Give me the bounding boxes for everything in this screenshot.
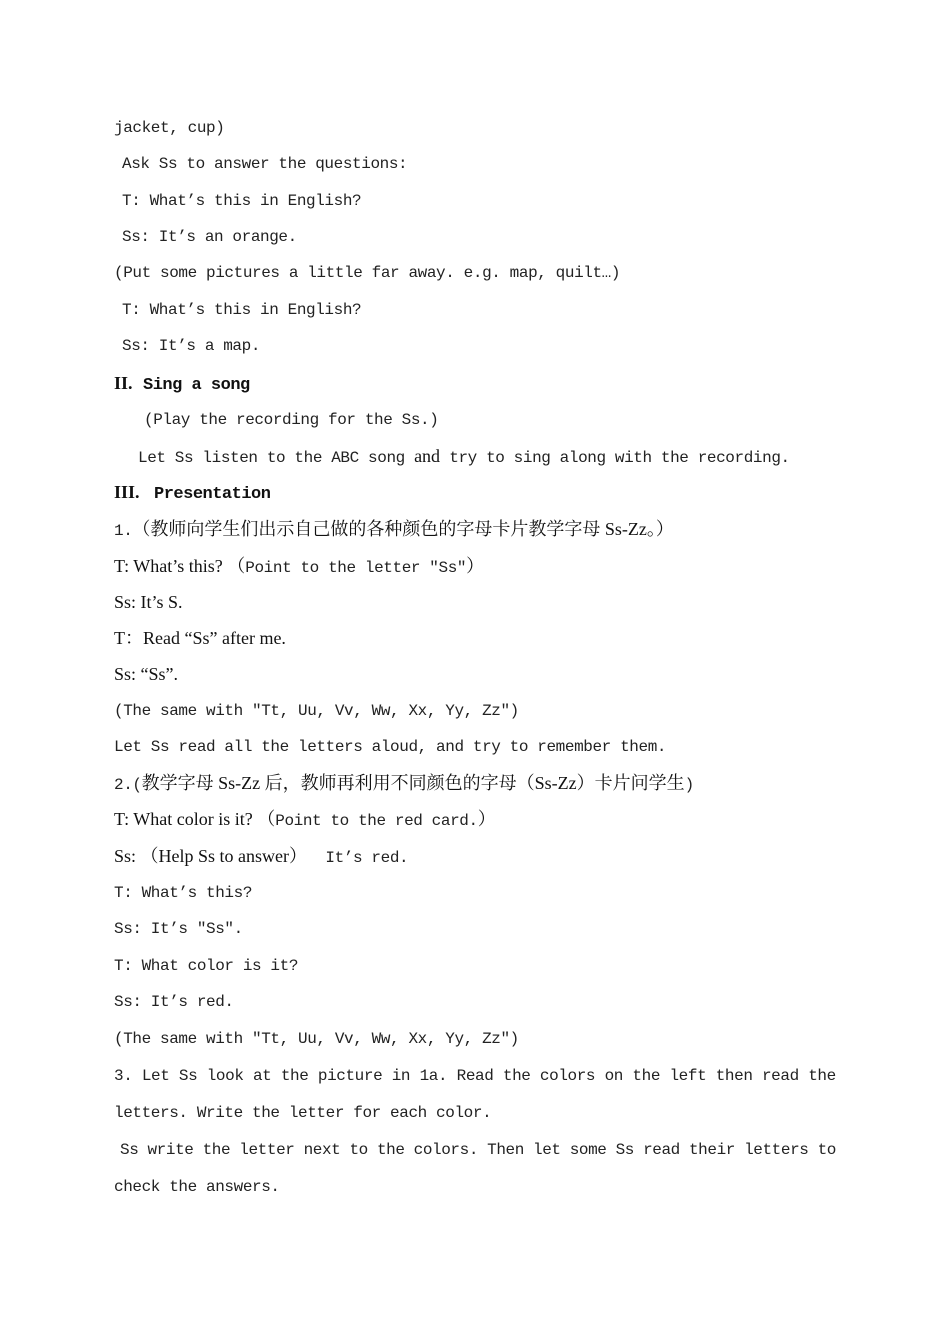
word: next [303, 1141, 341, 1159]
word: the [502, 1067, 531, 1085]
text-line [114, 845, 408, 869]
text-span: T: What color is it? （ [114, 809, 276, 829]
word: to [349, 1141, 368, 1159]
text-line: T：Read “Ss” after me. [114, 628, 286, 648]
word: 1a. [419, 1067, 448, 1085]
text-line [114, 518, 674, 542]
text-span: Ss: （Help Ss to answer） [114, 846, 307, 866]
text-span: Point to the red card. [275, 812, 478, 830]
text-span: Let Ss listen to the ABC song [138, 449, 415, 467]
word: look [206, 1067, 244, 1085]
text-line: (The same with "Tt, Uu, Vv, Ww, Xx, Yy, Zz") [114, 702, 519, 720]
word: their [688, 1141, 735, 1159]
text-line [138, 445, 790, 469]
word: Ss [178, 1067, 198, 1085]
word: on [604, 1067, 623, 1085]
text-span: It’s red. [307, 849, 409, 867]
text-span: Point to the letter "Ss" [245, 559, 467, 577]
section-title: Presentation [154, 485, 271, 504]
word: left [669, 1067, 707, 1085]
word: read [643, 1141, 680, 1159]
text-span: ）卡片问学生 [576, 773, 685, 794]
word: write [147, 1141, 194, 1159]
text-line: Let Ss read all the letters aloud, and try to remember them. [114, 738, 667, 756]
word: Ss [120, 1141, 139, 1159]
word: then [715, 1067, 753, 1085]
text-span: Ss-Zz [213, 773, 265, 793]
text-span: 。） [646, 519, 674, 540]
word: read [761, 1067, 799, 1085]
text-span: 2. [114, 776, 133, 794]
word: at [252, 1067, 272, 1085]
text-span: 教师向学生们出示自己做的各种颜色的字母卡片教学字母 [150, 519, 601, 540]
text-line [114, 555, 484, 579]
text-span: ） [466, 556, 485, 576]
text-line: T: What’s this? [114, 884, 253, 902]
word: let [533, 1141, 561, 1159]
text-line: Ss: It’s S. [114, 592, 183, 612]
word: picture [317, 1067, 383, 1085]
text-line: Ss: It’s "Ss". [114, 920, 243, 938]
section-heading-sing-a-song [114, 372, 250, 397]
word: in [391, 1067, 411, 1085]
text-line: T: What color is it? [114, 957, 299, 975]
text-line: Ss: It’s red. [114, 993, 234, 1011]
word: 3. [114, 1067, 133, 1085]
word: the [808, 1067, 836, 1085]
text-line: letters. Write the letter for each color. [114, 1104, 492, 1122]
word: the [376, 1141, 405, 1159]
text-span: （ [132, 519, 151, 540]
word: letter [239, 1141, 295, 1159]
text-line: Ss: It’s a map. [122, 337, 261, 355]
text-span: T: What’s this? （ [114, 556, 246, 576]
word: Then [487, 1141, 524, 1159]
justified-line-item3 [120, 1139, 836, 1161]
word: Ss [615, 1141, 634, 1159]
text-span: ( [132, 776, 142, 794]
text-span: 1. [114, 522, 133, 540]
text-span: Ss-Zz [534, 773, 577, 793]
text-span: try to sing along with the recording. [440, 449, 790, 467]
text-line: T: What’s this in English? [122, 192, 362, 210]
text-span: ) [684, 776, 694, 794]
section-title: Sing a song [143, 376, 250, 395]
word: letters [744, 1141, 809, 1159]
text-span: 教学字母 [141, 773, 214, 794]
text-line: T: What’s this in English? [122, 301, 362, 319]
text-line: check the answers. [114, 1178, 280, 1196]
word: Read [456, 1067, 494, 1085]
text-span: 后，教师再利用不同颜色的字母（ [264, 773, 535, 794]
text-span: and [414, 446, 441, 466]
word: colors [539, 1067, 596, 1085]
word: the [632, 1067, 661, 1085]
section-number: III. [114, 482, 140, 502]
text-line: Ss: It’s an orange. [122, 228, 297, 246]
text-line: Ask Ss to answer the questions: [122, 155, 408, 173]
word: colors. [413, 1141, 479, 1159]
section-number: II. [114, 373, 133, 393]
text-line: jacket, cup) [114, 119, 225, 137]
text-line: (Play the recording for the Ss.) [144, 411, 439, 429]
word: some [569, 1141, 607, 1159]
word: Let [141, 1067, 170, 1085]
text-line [114, 772, 694, 796]
text-line: (The same with "Tt, Uu, Vv, Ww, Xx, Yy, Zz") [114, 1030, 519, 1048]
text-line: Ss: “Ss”. [114, 664, 179, 684]
justified-line-item3 [114, 1065, 836, 1087]
word: the [202, 1141, 231, 1159]
text-span: Ss-Zz [600, 519, 647, 539]
text-line: (Put some pictures a little far away. e.g. map, quilt…) [114, 264, 621, 282]
word: the [280, 1067, 309, 1085]
word: to [817, 1141, 836, 1159]
section-heading-presentation [114, 481, 270, 506]
text-span: ） [477, 809, 496, 829]
text-line [114, 808, 496, 832]
